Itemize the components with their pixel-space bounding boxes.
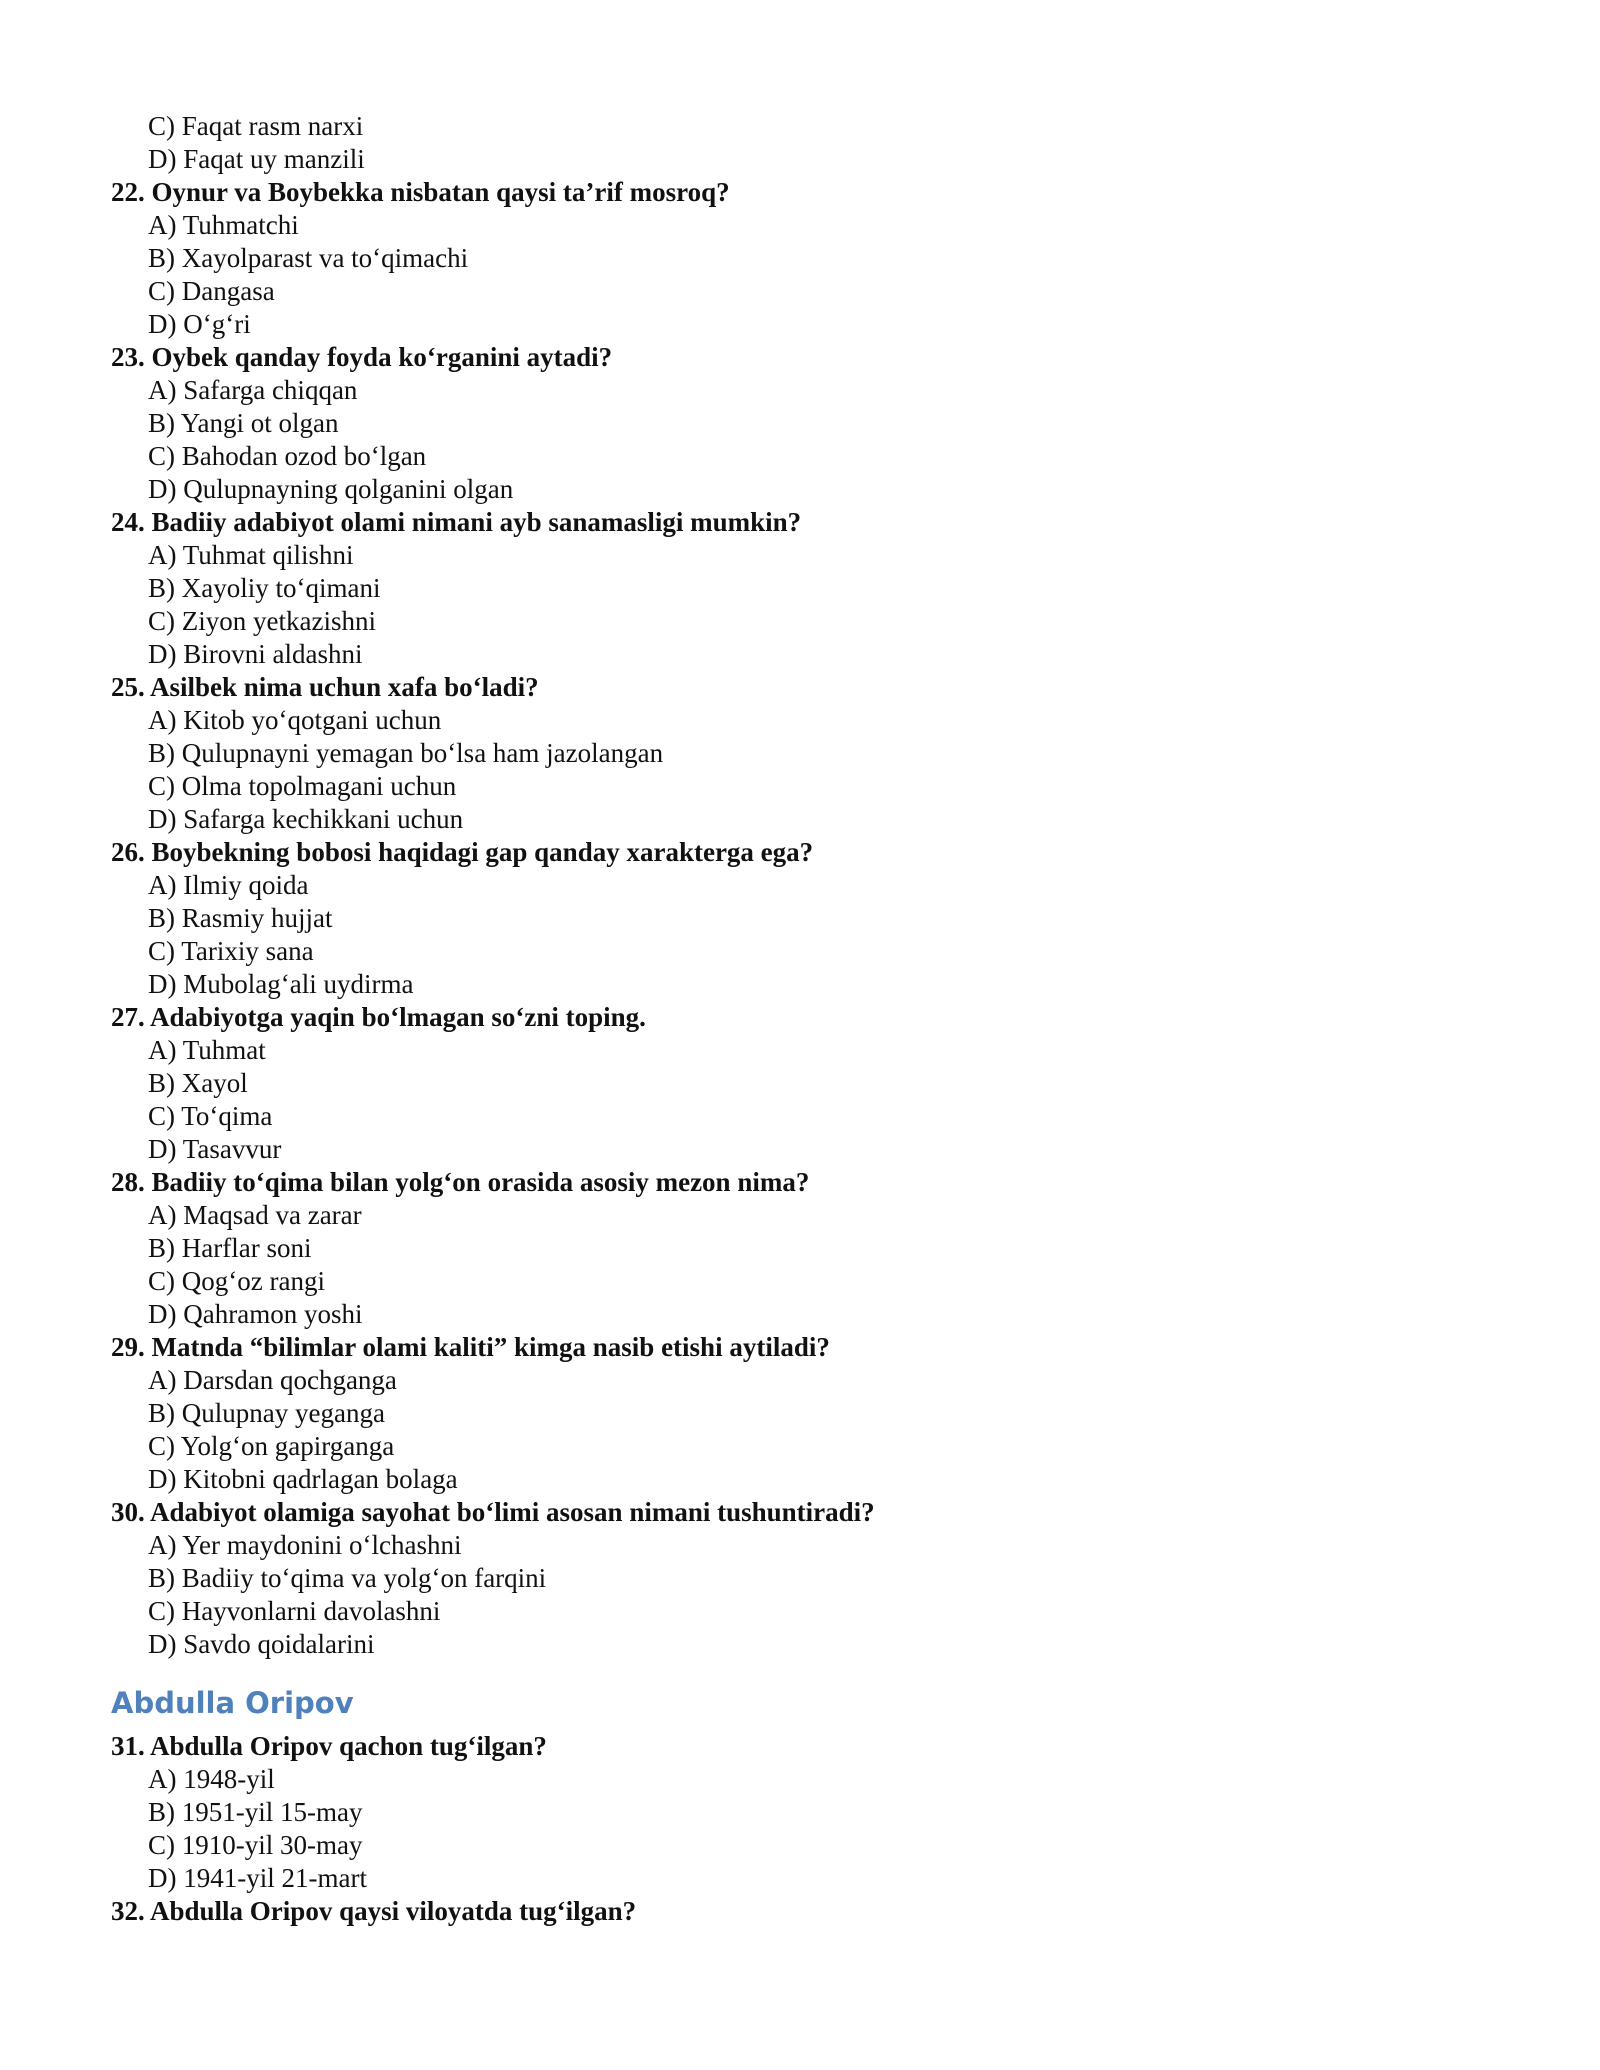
answer-option: D) Qulupnayning qolganini olgan — [148, 474, 514, 504]
answer-option: A) 1948-yil — [148, 1764, 275, 1794]
answer-option: B) Xayol — [148, 1068, 248, 1098]
lead-options — [111, 110, 1511, 176]
answer-option: D) O‘g‘ri — [148, 309, 251, 339]
answer-option: C) Olma topolmagani uchun — [148, 771, 457, 801]
answer-option: B) Xayolparast va to‘qimachi — [148, 243, 469, 273]
answer-option: B) Rasmiy hujjat — [148, 903, 333, 933]
answer-option: C) To‘qima — [148, 1101, 273, 1131]
answer-option: C) Tarixiy sana — [148, 936, 314, 966]
question-block — [111, 1166, 1511, 1331]
answer-option: C) Qog‘oz rangi — [148, 1266, 325, 1296]
question-block — [111, 506, 1511, 671]
answer-option: A) Tuhmat qilishni — [148, 540, 354, 570]
question-text: 23. Oybek qanday foyda ko‘rganini aytadi? — [111, 342, 613, 372]
question-text: 24. Badiiy adabiyot olami nimani ayb sanamasligi mumkin? — [111, 507, 802, 537]
answer-option: D) Savdo qoidalarini — [148, 1629, 375, 1659]
answer-option: D) 1941-yil 21-mart — [148, 1863, 367, 1893]
question-text: 22. Oynur va Boybekka nisbatan qaysi ta’rif mosroq? — [111, 177, 730, 207]
answer-option: A) Tuhmatchi — [148, 210, 299, 240]
question-block — [111, 1001, 1511, 1166]
section-heading: Abdulla Oripov — [111, 1686, 354, 1720]
answer-option: C) Dangasa — [148, 276, 275, 306]
answer-option: B) Badiiy to‘qima va yolg‘on farqini — [148, 1563, 547, 1593]
question-block — [111, 671, 1511, 836]
question-block — [111, 1331, 1511, 1496]
answer-option: D) Qahramon yoshi — [148, 1299, 363, 1329]
answer-option: D) Tasavvur — [148, 1134, 282, 1164]
answer-option: B) Xayoliy to‘qimani — [148, 573, 381, 603]
answer-option: D) Birovni aldashni — [148, 639, 363, 669]
answer-option: A) Tuhmat — [148, 1035, 266, 1065]
answer-option: C) Bahodan ozod bo‘lgan — [148, 441, 427, 471]
answer-option: C) 1910-yil 30-may — [148, 1830, 363, 1860]
answer-option: C) Hayvonlarni davolashni — [148, 1596, 441, 1626]
answer-option: A) Safarga chiqqan — [148, 375, 358, 405]
question-block — [111, 341, 1511, 506]
answer-option: B) 1951-yil 15-may — [148, 1797, 363, 1827]
question-text: 29. Matnda “bilimlar olami kaliti” kimga nasib etishi aytiladi? — [111, 1332, 830, 1362]
question-text: 26. Boybekning bobosi haqidagi gap qanday xarakterga ega? — [111, 837, 814, 867]
question-text: 31. Abdulla Oripov qachon tug‘ilgan? — [111, 1731, 547, 1761]
question-text: 27. Adabiyotga yaqin bo‘lmagan so‘zni toping. — [111, 1002, 646, 1032]
question-block — [111, 1496, 1511, 1661]
answer-option: A) Yer maydonini o‘lchashni — [148, 1530, 462, 1560]
answer-option: A) Maqsad va zarar — [148, 1200, 362, 1230]
answer-option: C) Yolg‘on gapirganga — [148, 1431, 395, 1461]
question-block — [111, 1895, 1511, 1928]
question-list-a — [111, 176, 1511, 1661]
question-block — [111, 836, 1511, 1001]
answer-option: C) Faqat rasm narxi — [148, 111, 364, 141]
answer-option: C) Ziyon yetkazishni — [148, 606, 376, 636]
answer-option: B) Harflar soni — [148, 1233, 312, 1263]
answer-option: B) Qulupnayni yemagan bo‘lsa ham jazolangan — [148, 738, 664, 768]
answer-option: B) Yangi ot olgan — [148, 408, 339, 438]
answer-option: D) Kitobni qadrlagan bolaga — [148, 1464, 458, 1494]
answer-option: D) Faqat uy manzili — [148, 144, 365, 174]
answer-option: A) Kitob yo‘qotgani uchun — [148, 705, 442, 735]
document-page — [111, 110, 1511, 1928]
question-list-b — [111, 1730, 1511, 1928]
question-text: 25. Asilbek nima uchun xafa bo‘ladi? — [111, 672, 539, 702]
question-block — [111, 1730, 1511, 1895]
answer-option: A) Darsdan qochganga — [148, 1365, 397, 1395]
answer-option: D) Mubolag‘ali uydirma — [148, 969, 414, 999]
question-text: 30. Adabiyot olamiga sayohat bo‘limi asosan nimani tushuntiradi? — [111, 1497, 875, 1527]
answer-option: A) Ilmiy qoida — [148, 870, 309, 900]
question-text: 32. Abdulla Oripov qaysi viloyatda tug‘ilgan? — [111, 1896, 637, 1926]
answer-option: B) Qulupnay yeganga — [148, 1398, 385, 1428]
answer-option: D) Safarga kechikkani uchun — [148, 804, 464, 834]
question-block — [111, 176, 1511, 341]
question-text: 28. Badiiy to‘qima bilan yolg‘on orasida asosiy mezon nima? — [111, 1167, 810, 1197]
